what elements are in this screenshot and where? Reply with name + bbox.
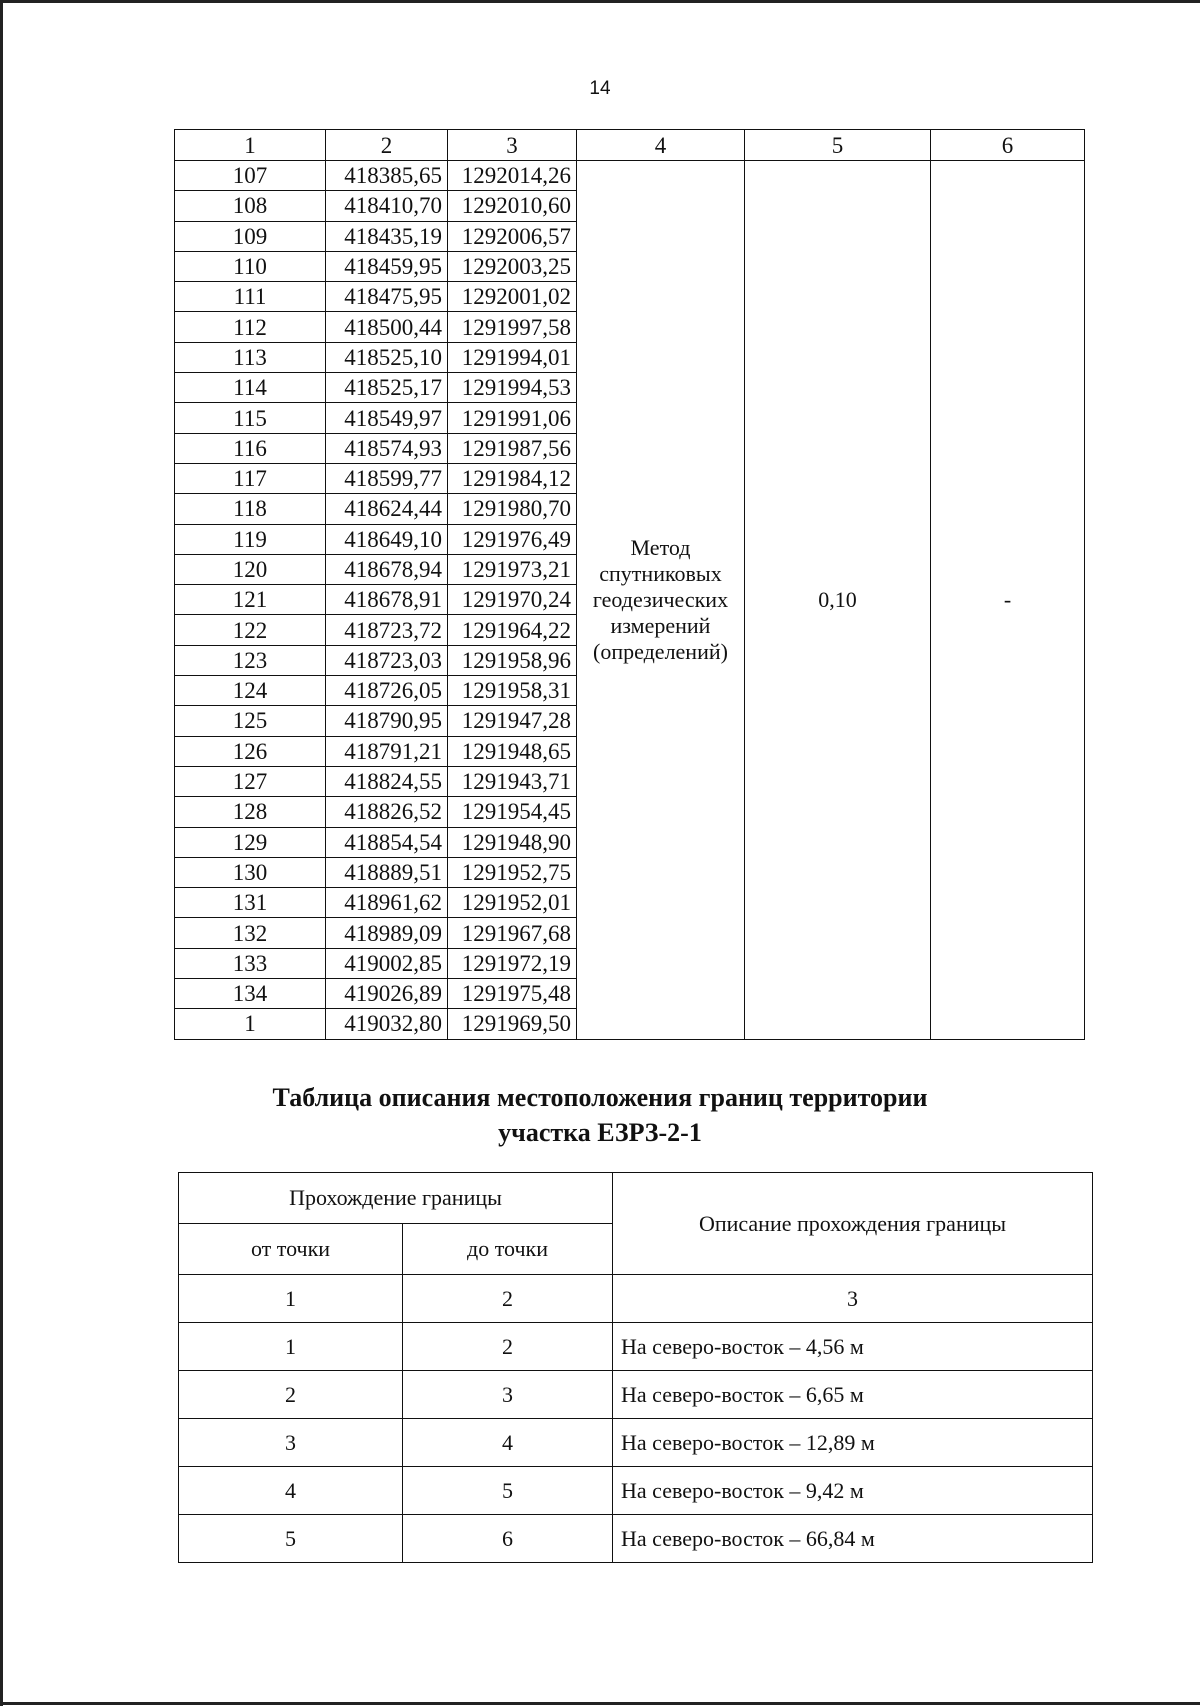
y-coordinate: 1291948,65 [448,736,577,766]
point-number: 113 [175,342,326,372]
y-coordinate: 1291970,24 [448,585,577,615]
from-point: 2 [179,1371,403,1419]
passage-description: На северо-восток – 6,65 м [613,1371,1093,1419]
header-cell: 3 [448,130,577,161]
y-coordinate: 1291997,58 [448,312,577,342]
y-coordinate: 1291952,01 [448,888,577,918]
y-coordinate: 1291952,75 [448,857,577,887]
x-coordinate: 418549,97 [326,403,448,433]
x-coordinate: 418435,19 [326,221,448,251]
y-coordinate: 1291972,19 [448,948,577,978]
x-coordinate: 418726,05 [326,676,448,706]
point-number: 109 [175,221,326,251]
from-point: 5 [179,1515,403,1563]
header-cell: 2 [326,130,448,161]
from-point: 3 [179,1419,403,1467]
table-title [0,1080,1200,1150]
y-coordinate: 1291969,50 [448,1009,577,1039]
x-coordinate: 419002,85 [326,948,448,978]
point-number: 132 [175,918,326,948]
y-coordinate: 1291943,71 [448,766,577,796]
y-coordinate: 1291991,06 [448,403,577,433]
header-cell: 1 [175,130,326,161]
note-value: - [931,161,1085,1040]
coordinates-header-row [175,130,1085,161]
x-coordinate: 418678,94 [326,554,448,584]
to-point: 5 [403,1467,613,1515]
method-line: спутниковых [599,560,722,586]
y-coordinate: 1291994,01 [448,342,577,372]
point-number: 124 [175,676,326,706]
table-row [179,1419,1093,1467]
y-coordinate: 1291976,49 [448,524,577,554]
x-coordinate: 418791,21 [326,736,448,766]
method-line: измерений [610,612,711,638]
passage-description: На северо-восток – 9,42 м [613,1467,1093,1515]
point-number: 125 [175,706,326,736]
point-number: 108 [175,191,326,221]
x-coordinate: 418500,44 [326,312,448,342]
table-row [179,1323,1093,1371]
column-number: 2 [403,1275,613,1323]
point-number: 119 [175,524,326,554]
x-coordinate: 418790,95 [326,706,448,736]
point-number: 112 [175,312,326,342]
point-number: 134 [175,979,326,1009]
passage-description: На северо-восток – 66,84 м [613,1515,1093,1563]
point-number: 133 [175,948,326,978]
y-coordinate: 1291958,31 [448,676,577,706]
passage-description: На северо-восток – 4,56 м [613,1323,1093,1371]
x-coordinate: 418824,55 [326,766,448,796]
x-coordinate: 418574,93 [326,433,448,463]
x-coordinate: 418410,70 [326,191,448,221]
y-coordinate: 1291967,68 [448,918,577,948]
point-number: 116 [175,433,326,463]
to-point: 2 [403,1323,613,1371]
x-coordinate: 418854,54 [326,827,448,857]
x-coordinate: 418459,95 [326,251,448,281]
header-cell: 5 [745,130,931,161]
boundary-description-table [178,1172,1093,1563]
point-number: 118 [175,494,326,524]
y-coordinate: 1291954,45 [448,797,577,827]
x-coordinate: 418525,10 [326,342,448,372]
header-from-point: от точки [179,1224,403,1275]
x-coordinate: 418826,52 [326,797,448,827]
x-coordinate: 419026,89 [326,979,448,1009]
point-number: 114 [175,373,326,403]
point-number: 123 [175,645,326,675]
page-number: 14 [589,78,611,99]
to-point: 4 [403,1419,613,1467]
x-coordinate: 418961,62 [326,888,448,918]
coordinates-table [174,129,1085,1040]
point-number: 131 [175,888,326,918]
method-line: (определений) [593,638,728,664]
x-coordinate: 418385,65 [326,161,448,191]
point-number: 111 [175,282,326,312]
title-line: участка ЕЗРЗ-2-1 [498,1118,702,1147]
y-coordinate: 1292010,60 [448,191,577,221]
from-point: 1 [179,1323,403,1371]
point-number: 130 [175,857,326,887]
header-cell: 4 [577,130,745,161]
point-number: 127 [175,766,326,796]
x-coordinate: 418525,17 [326,373,448,403]
y-coordinate: 1291973,21 [448,554,577,584]
point-number: 107 [175,161,326,191]
table-row [179,1467,1093,1515]
desc-number-row [179,1275,1093,1323]
desc-header-row [179,1173,1093,1224]
point-number: 128 [175,797,326,827]
from-point: 4 [179,1467,403,1515]
method-line: геодезических [592,586,729,612]
x-coordinate: 418989,09 [326,918,448,948]
x-coordinate: 418723,72 [326,615,448,645]
scan-edge-top [0,0,1200,3]
table-row [179,1371,1093,1419]
to-point: 3 [403,1371,613,1419]
x-coordinate: 418475,95 [326,282,448,312]
y-coordinate: 1291984,12 [448,463,577,493]
y-coordinate: 1291987,56 [448,433,577,463]
x-coordinate: 419032,80 [326,1009,448,1039]
point-number: 117 [175,463,326,493]
x-coordinate: 418889,51 [326,857,448,887]
column-number: 1 [179,1275,403,1323]
point-number: 110 [175,251,326,281]
scan-edge-left [0,0,3,1706]
y-coordinate: 1291964,22 [448,615,577,645]
table-row [179,1515,1093,1563]
table-row [175,161,1085,191]
header-passage-description: Описание прохождения границы [613,1173,1093,1275]
method-line: Метод [630,534,691,560]
passage-description: На северо-восток – 12,89 м [613,1419,1093,1467]
x-coordinate: 418624,44 [326,494,448,524]
title-line: Таблица описания местоположения границ территории [272,1083,928,1112]
x-coordinate: 418723,03 [326,645,448,675]
point-number: 115 [175,403,326,433]
accuracy-value: 0,10 [745,161,931,1040]
y-coordinate: 1291975,48 [448,979,577,1009]
point-number: 126 [175,736,326,766]
to-point: 6 [403,1515,613,1563]
scan-edge-bottom [0,1702,1200,1705]
y-coordinate: 1291980,70 [448,494,577,524]
y-coordinate: 1291994,53 [448,373,577,403]
point-number: 122 [175,615,326,645]
header-to-point: до точки [403,1224,613,1275]
point-number: 121 [175,585,326,615]
y-coordinate: 1291947,28 [448,706,577,736]
y-coordinate: 1292003,25 [448,251,577,281]
x-coordinate: 418599,77 [326,463,448,493]
y-coordinate: 1292006,57 [448,221,577,251]
y-coordinate: 1292014,26 [448,161,577,191]
point-number: 1 [175,1009,326,1039]
x-coordinate: 418678,91 [326,585,448,615]
header-boundary-passage: Прохождение границы [179,1173,613,1224]
point-number: 120 [175,554,326,584]
point-number: 129 [175,827,326,857]
measurement-method [577,161,745,1040]
column-number: 3 [613,1275,1093,1323]
y-coordinate: 1291948,90 [448,827,577,857]
y-coordinate: 1291958,96 [448,645,577,675]
x-coordinate: 418649,10 [326,524,448,554]
header-cell: 6 [931,130,1085,161]
y-coordinate: 1292001,02 [448,282,577,312]
